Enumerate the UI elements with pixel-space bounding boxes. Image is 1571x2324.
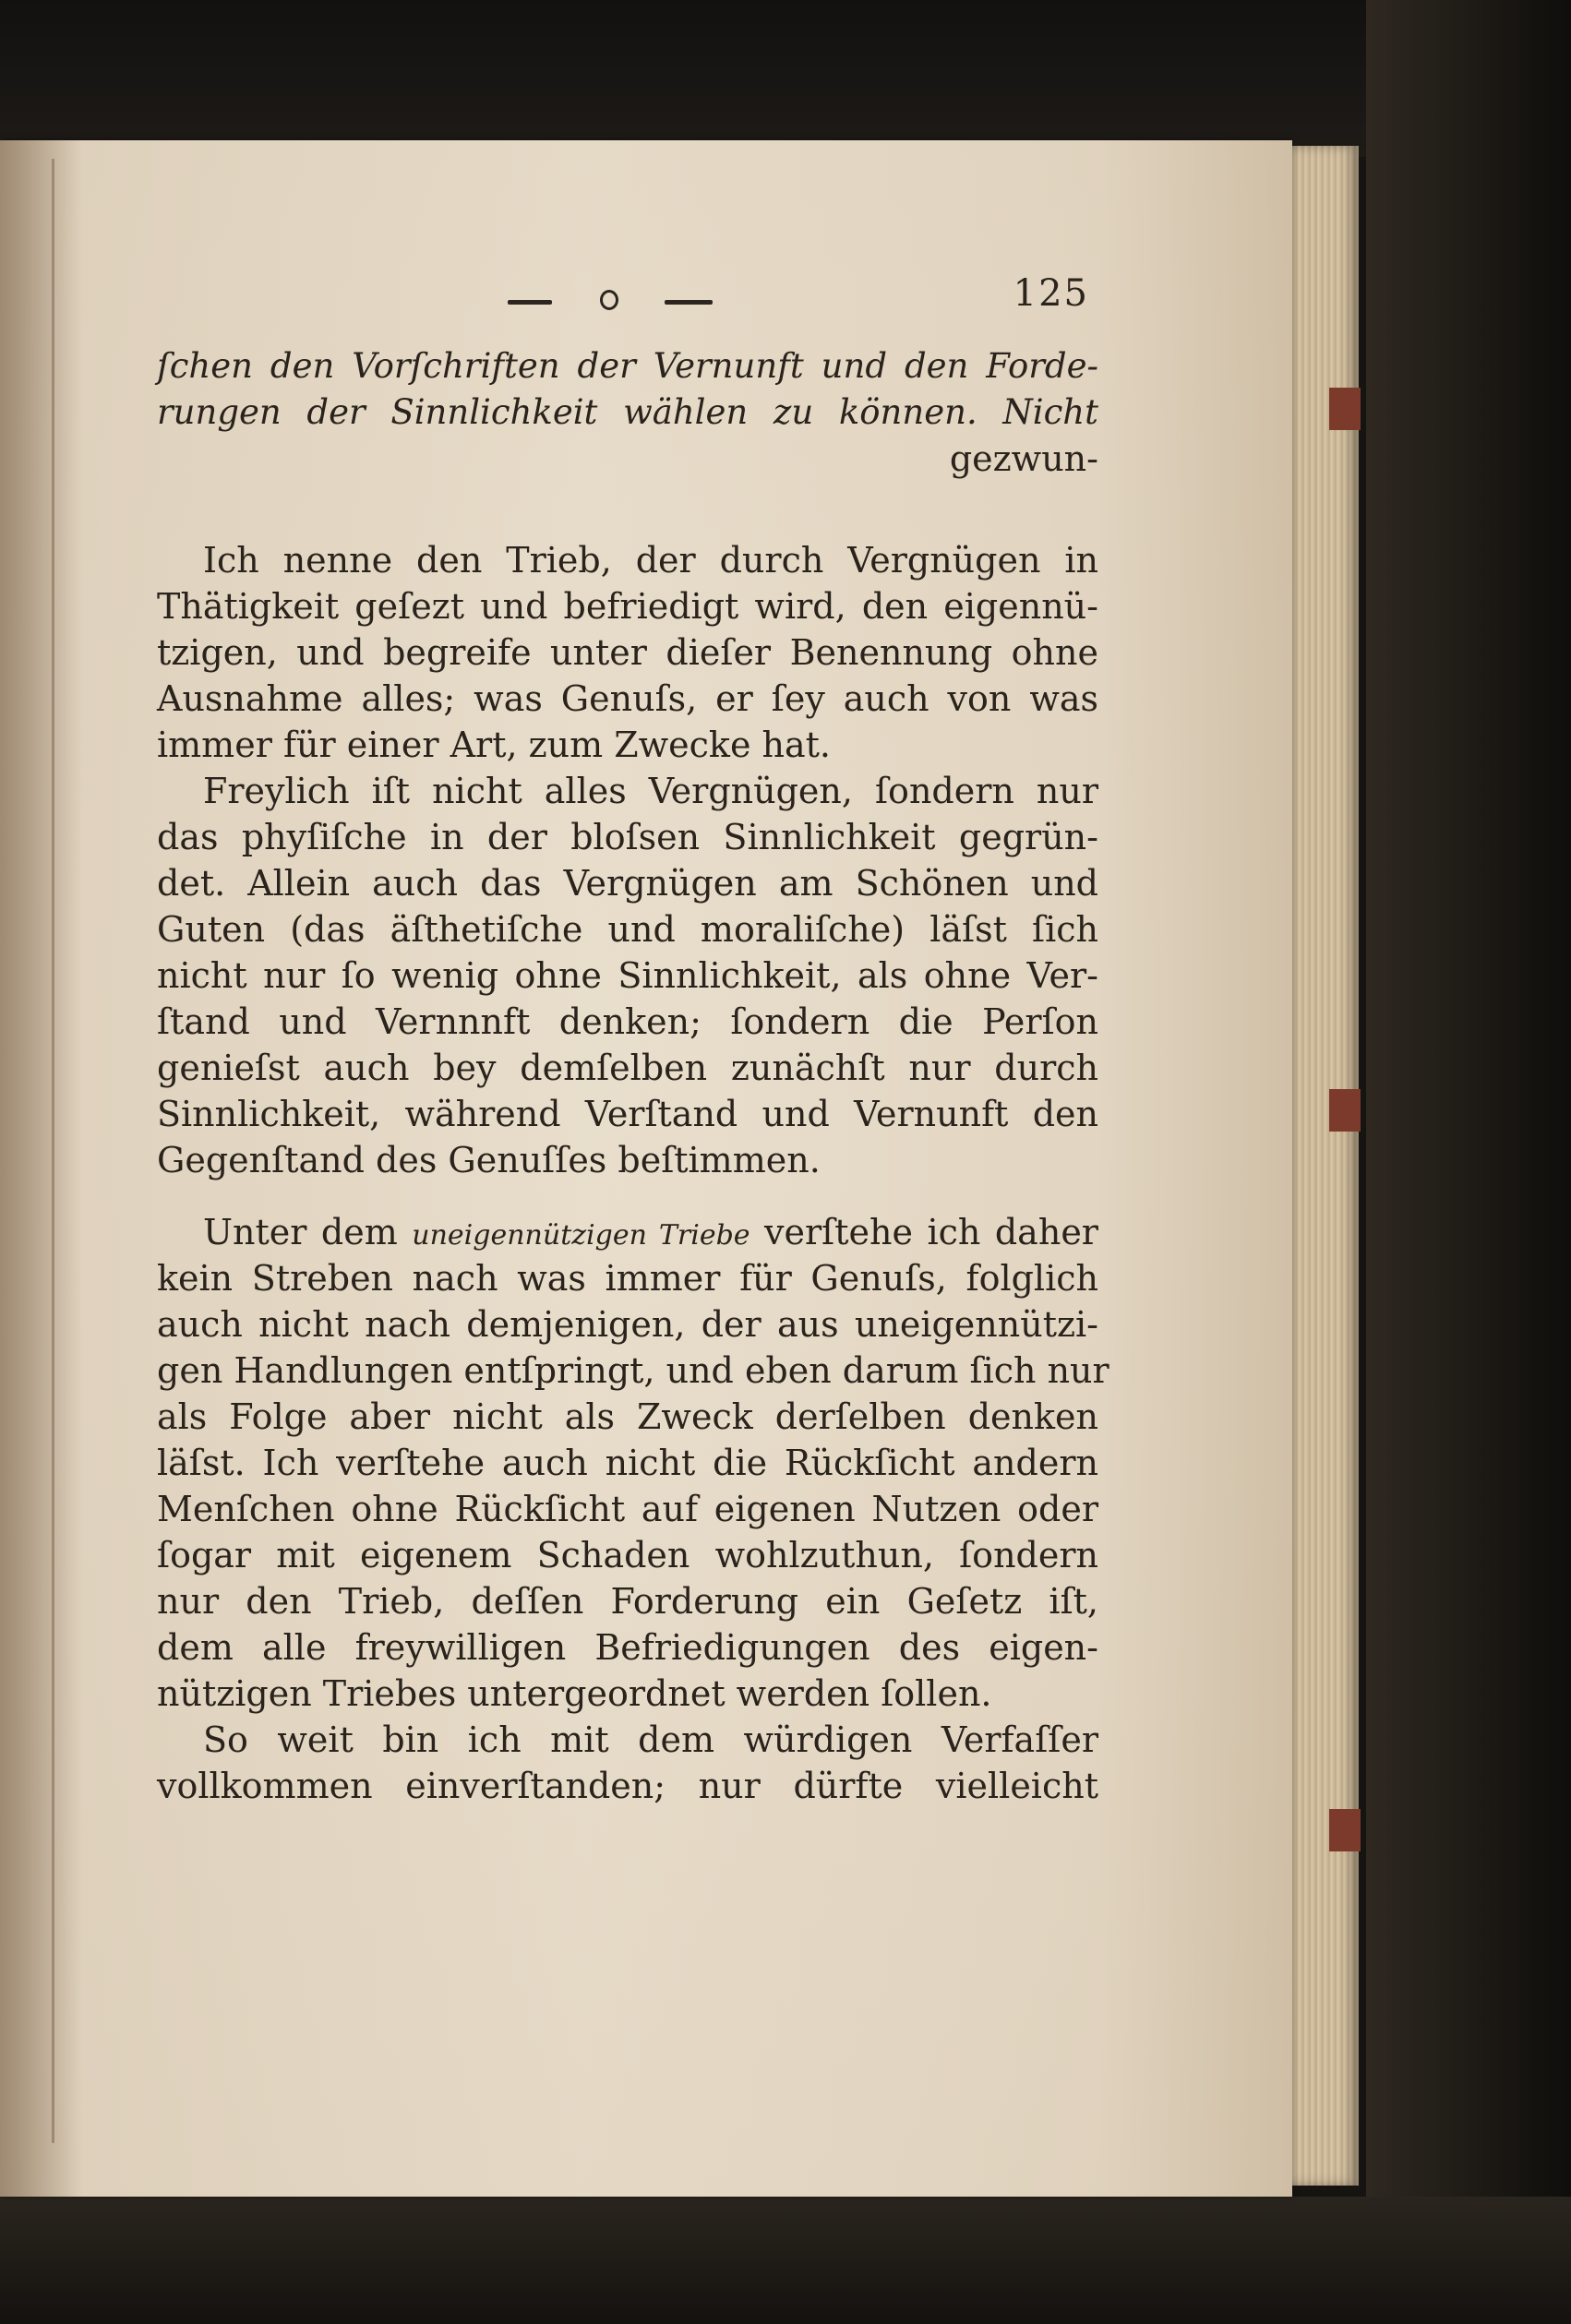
paragraph-3-line: nützigen Triebes untergeordnet werden ſollen. <box>157 1673 992 1714</box>
paragraph-3-line: Menſchen ohne Rückſicht auf eigenen Nutzen oder <box>157 1489 1098 1529</box>
paragraph-2-line: das phyſiſche in der bloſsen Sinnlichkeit gegrün- <box>157 817 1098 857</box>
paragraph-3-line: läſst. Ich verſtehe auch nicht die Rückſicht andern <box>157 1443 1098 1483</box>
intro-line: rungen der Sinnlichkeit wählen zu können. Nicht <box>157 392 1098 432</box>
paragraph-1-line: Thätigkeit geſezt und befriedigt wird, den eigennü- <box>157 586 1098 627</box>
paragraph-2-line: Guten (das äſthetiſche und moraliſche) läſst ſich <box>157 909 1098 950</box>
page-body-text <box>157 343 1109 1809</box>
page-edge-mark <box>1329 388 1361 430</box>
paragraph-2-line: ſtand und Vernnnft denken; ſondern die Perſon <box>157 1001 1098 1042</box>
page-edge-mark <box>1329 1089 1361 1132</box>
dark-background-right <box>1366 0 1571 2324</box>
paragraph-1-line: tzigen, und begreife unter dieſer Benennung ohne <box>157 632 1098 673</box>
catchword: gezwun- <box>949 438 1098 479</box>
page-number: 125 <box>1013 272 1089 315</box>
intro-line: ſchen den Vorſchriften der Vernunft und den Forde- <box>157 346 1098 386</box>
paragraph-3-italic-term: uneigennützigen Triebe <box>412 1219 750 1252</box>
paragraph-1-line: Ausnahme alles; was Genuſs, er ſey auch von was <box>157 678 1098 719</box>
book-page-edges <box>1292 146 1359 2186</box>
paragraph-4-line: So weit bin ich mit dem würdigen Verfaſſer <box>203 1719 1098 1760</box>
header-ornament-circle <box>600 290 618 310</box>
paragraph-2-line: genieſst auch bey demſelben zunächſt nur durch <box>157 1048 1098 1088</box>
header-ornament-left <box>508 300 552 305</box>
page-gutter-line <box>52 159 54 2143</box>
header-ornament-right <box>665 300 713 305</box>
paragraph-3-line: nur den Trieb, deſſen Forderung ein Geſetz iſt, <box>157 1581 1098 1622</box>
dark-background-top <box>0 0 1571 157</box>
paragraph-3-text: Unter dem <box>203 1212 398 1252</box>
paragraph-3-line: ſogar mit eigenem Schaden wohlzuthun, ſondern <box>157 1535 1098 1575</box>
paragraph-4-line: vollkommen einverſtanden; nur dürfte vielleicht <box>157 1766 1098 1806</box>
paragraph-2-line: Sinnlichkeit, während Verſtand und Vernunft den <box>157 1094 1098 1134</box>
paragraph-3-line: dem alle freywilligen Befriedigungen des eigen- <box>157 1627 1098 1668</box>
paragraph-1-line: immer für einer Art, zum Zwecke hat. <box>157 725 831 765</box>
paragraph-3-line: kein Streben nach was immer für Genuſs, folglich <box>157 1258 1098 1299</box>
paragraph-3-line: auch nicht nach demjenigen, der aus uneigennützi- <box>157 1304 1098 1345</box>
page-edge-mark <box>1329 1809 1361 1851</box>
paragraph-2-line: Freylich iſt nicht alles Vergnügen, ſondern nur <box>203 771 1098 811</box>
paragraph-2-line: nicht nur ſo wenig ohne Sinnlichkeit, als ohne Ver- <box>157 955 1098 996</box>
page-header <box>498 256 1089 329</box>
paragraph-2-line: Gegenſtand des Genuſſes beſtimmen. <box>157 1140 821 1180</box>
paragraph-3-line: als Folge aber nicht als Zweck derſelben denken <box>157 1396 1098 1437</box>
book-page <box>0 140 1292 2197</box>
page-gutter-shadow <box>0 140 83 2197</box>
paragraph-3-text: verſtehe ich daher <box>764 1212 1098 1252</box>
paragraph-2-line: det. Allein auch das Vergnügen am Schönen und <box>157 863 1098 904</box>
dark-background-bottom <box>0 2197 1571 2324</box>
paragraph-3-first-line <box>157 1209 1098 1255</box>
paragraph-1-line: Ich nenne den Trieb, der durch Vergnügen in <box>203 540 1098 581</box>
paragraph-3-line: gen Handlungen entſpringt, und eben darum ſich nur <box>157 1350 1109 1391</box>
